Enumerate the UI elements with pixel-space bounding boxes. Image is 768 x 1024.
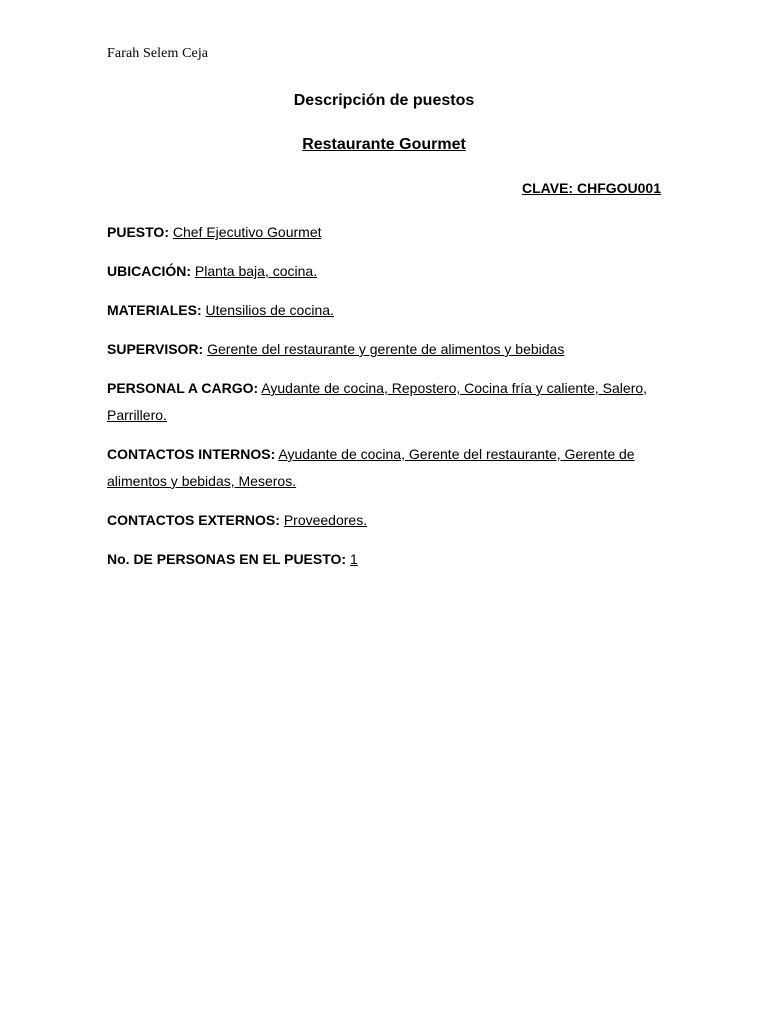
- field-value: Utensilios de cocina.: [205, 302, 334, 318]
- field-label: MATERIALES:: [107, 302, 202, 318]
- field-value: Ayudante de cocina, Gerente del restaurante, Gerente de alimentos y bebidas, Meseros.: [107, 446, 635, 489]
- field-label: PERSONAL A CARGO:: [107, 380, 259, 396]
- field-personal-a-cargo: [107, 375, 667, 429]
- field-label: SUPERVISOR:: [107, 341, 204, 357]
- document-subtitle: Restaurante Gourmet: [302, 136, 466, 153]
- field-contactos-internos: [107, 441, 667, 495]
- author-name: Farah Selem Ceja: [107, 46, 209, 61]
- field-label: PUESTO:: [107, 224, 169, 240]
- field-materiales: [107, 297, 667, 324]
- field-label: No. DE PERSONAS EN EL PUESTO:: [107, 551, 347, 567]
- field-supervisor: [107, 336, 667, 363]
- field-puesto: [107, 219, 667, 246]
- field-label: UBICACIÓN:: [107, 263, 191, 279]
- field-value: Proveedores.: [283, 512, 368, 528]
- field-value: Chef Ejecutivo Gourmet: [172, 224, 322, 240]
- clave-code: CLAVE: CHFGOU001: [522, 180, 661, 196]
- field-label: CONTACTOS EXTERNOS:: [107, 512, 280, 528]
- field-value: Planta baja, cocina.: [194, 263, 318, 279]
- field-contactos-externos: [107, 507, 667, 534]
- field-label: CONTACTOS INTERNOS:: [107, 446, 276, 462]
- document-title: Descripción de puestos: [293, 92, 475, 109]
- job-fields: [107, 219, 667, 585]
- field-ubicacion: [107, 258, 667, 285]
- field-value: Gerente del restaurante y gerente de alimentos y bebidas: [207, 341, 565, 357]
- field-value: Ayudante de cocina, Repostero, Cocina fría y caliente, Salero, Parrillero.: [107, 380, 648, 423]
- field-numero-personas: [107, 546, 667, 573]
- field-value: 1: [349, 551, 358, 567]
